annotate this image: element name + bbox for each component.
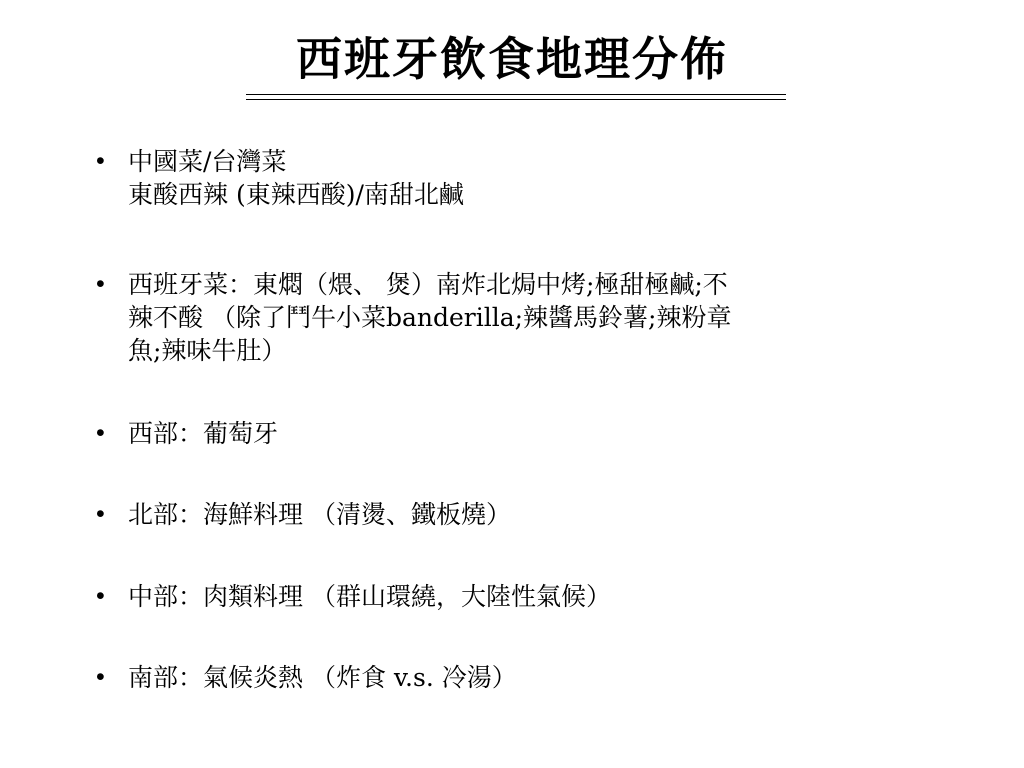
bullet-line: 魚;辣味牛肚） <box>128 336 287 365</box>
bullet-dot: • <box>96 582 105 610</box>
title-underline-bottom <box>246 99 786 100</box>
bullet-line: 南部：氣候炎熱 （炸食 v.s. 冷湯） <box>128 663 517 692</box>
bullet-dot: • <box>96 270 105 298</box>
bullet-line: 東酸西辣 (東辣西酸)/南甜北鹹 <box>128 180 464 209</box>
bullet-item-central <box>96 580 976 613</box>
bullet-line: 北部：海鮮料理 （清燙、鐵板燒） <box>128 500 511 529</box>
slide-title: 西班牙飲食地理分佈 <box>296 32 728 86</box>
bullet-line: 辣不酸 （除了鬥牛小菜banderilla;辣醬馬鈴薯;辣粉章 <box>128 303 732 332</box>
bullet-dot: • <box>96 500 105 528</box>
bullet-line: 中國菜/台灣菜 <box>128 147 287 176</box>
title-underline-top <box>246 94 786 95</box>
bullet-line: 中部：肉類料理 （群山環繞，大陸性氣候） <box>128 582 611 611</box>
bullet-item-west <box>96 417 976 450</box>
bullet-item-chinese-cuisine <box>96 145 976 211</box>
bullet-line: 西班牙菜：東燜（煨、 煲）南炸北焗中烤;極甜極鹹;不 <box>128 270 728 299</box>
bullet-dot: • <box>96 663 105 691</box>
bullet-dot: • <box>96 419 105 447</box>
bullet-item-north <box>96 498 976 531</box>
bullet-item-south <box>96 661 976 694</box>
bullet-line: 西部：葡萄牙 <box>128 419 279 448</box>
bullet-dot: • <box>96 147 105 175</box>
bullet-item-spanish-cuisine <box>96 268 976 367</box>
